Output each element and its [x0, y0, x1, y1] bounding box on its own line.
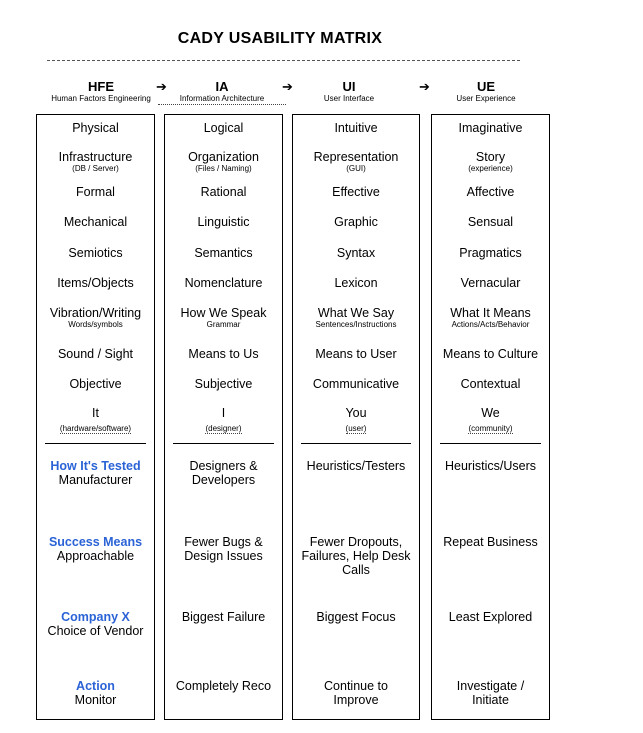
matrix-lower-cell [37, 535, 154, 563]
column-full-name: User Interface [323, 94, 375, 103]
cell-main: Contextual [460, 377, 521, 391]
cell-main: Mechanical [63, 215, 128, 229]
section-divider [301, 443, 411, 444]
cell-main: Pragmatics [459, 246, 522, 260]
cell-sub: Grammar [206, 320, 241, 329]
matrix-cell [432, 185, 549, 199]
cell-value: Biggest Failure [181, 610, 266, 624]
matrix-cell [293, 215, 419, 229]
matrix-column-hfe [36, 114, 155, 720]
matrix-cell [37, 185, 154, 199]
cell-main: Sound / Sight [57, 347, 134, 361]
cell-sub: (GUI) [346, 164, 366, 173]
cell-main: Physical [72, 121, 119, 135]
cell-main: Effective [332, 185, 380, 199]
section-divider [440, 443, 541, 444]
cell-main: Linguistic [197, 215, 250, 229]
matrix-cell [432, 121, 549, 135]
cell-value: Investigate / Initiate [456, 679, 525, 707]
cell-main: Means to Culture [442, 347, 539, 361]
cell-sub: Actions/Acts/Behavior [451, 320, 530, 329]
cell-value: Monitor [74, 693, 117, 707]
matrix-cell [165, 276, 282, 290]
cell-sub: (community) [468, 424, 513, 433]
cell-main: Imaginative [458, 121, 523, 135]
row-label: How It's Tested [50, 459, 141, 473]
cell-main: Nomenclature [184, 276, 263, 290]
matrix-cell [432, 306, 549, 329]
column-header-ia [158, 80, 286, 105]
cell-main: Logical [203, 121, 244, 135]
cell-main: Semantics [194, 246, 253, 260]
cell-main: Semiotics [68, 246, 123, 260]
cell-main: Graphic [334, 215, 378, 229]
matrix-cell [165, 406, 282, 434]
column-header-hfe [37, 80, 165, 104]
cell-value: Biggest Focus [316, 610, 396, 624]
matrix-column-ui [292, 114, 420, 720]
matrix-lower-cell [293, 610, 419, 624]
cell-value: Designers & Developers [189, 459, 258, 487]
matrix-cell [37, 347, 154, 361]
matrix-cell [293, 121, 419, 135]
matrix-cell [293, 406, 419, 434]
matrix-lower-cell [432, 535, 549, 549]
column-header-ue [422, 80, 550, 104]
matrix-cell [37, 406, 154, 434]
cell-value: Fewer Bugs & Design Issues [184, 535, 263, 563]
cell-main: Means to User [315, 347, 397, 361]
column-abbr: UI [342, 79, 356, 94]
matrix-lower-cell [165, 459, 282, 487]
cell-main: What We Say [317, 306, 395, 320]
cell-value: Approachable [56, 549, 135, 563]
cell-value: Completely Reco [175, 679, 272, 693]
matrix-lower-cell [293, 679, 419, 707]
cell-main: We [481, 406, 500, 420]
matrix-lower-cell [37, 459, 154, 487]
matrix-cell [432, 406, 549, 434]
matrix-cell [293, 306, 419, 329]
column-full-name: Information Architecture [158, 94, 286, 105]
cell-value: Heuristics/Users [445, 459, 536, 473]
cell-main: You [345, 406, 367, 420]
cell-main: What It Means [450, 306, 531, 320]
cell-value: Manufacturer [58, 473, 133, 487]
matrix-lower-cell [432, 679, 549, 707]
cell-main: Lexicon [334, 276, 378, 290]
cell-main: I [221, 406, 226, 420]
row-label: Company X [61, 610, 130, 624]
cell-value: Choice of Vendor [47, 624, 144, 638]
cell-sub: (DB / Server) [72, 164, 119, 173]
matrix-cell [432, 347, 549, 361]
matrix-cell [432, 215, 549, 229]
arrow-icon: ➔ [419, 79, 430, 94]
cell-value: Repeat Business [443, 535, 538, 549]
section-divider [173, 443, 274, 444]
matrix-lower-cell [432, 459, 549, 473]
matrix-cell [165, 150, 282, 173]
cell-value: Continue to Improve [324, 679, 388, 707]
matrix-lower-cell [293, 535, 419, 577]
cell-main: It [92, 406, 99, 420]
column-full-name: User Experience [456, 94, 516, 103]
matrix-cell [37, 246, 154, 260]
cell-sub: Sentences/Instructions [315, 320, 397, 329]
matrix-cell [432, 377, 549, 391]
matrix-cell [165, 185, 282, 199]
matrix-lower-cell [37, 610, 154, 638]
matrix-lower-cell [165, 535, 282, 563]
matrix-cell [293, 246, 419, 260]
matrix-lower-cell [432, 610, 549, 624]
cell-main: Formal [76, 185, 115, 199]
cell-main: Syntax [336, 246, 376, 260]
matrix-lower-cell [165, 610, 282, 624]
arrow-icon: ➔ [156, 79, 167, 94]
matrix-cell [165, 377, 282, 391]
matrix-cell [293, 185, 419, 199]
cell-main: Vernacular [460, 276, 521, 290]
cell-sub: Words/symbols [68, 320, 123, 329]
column-abbr: HFE [88, 79, 114, 94]
page-title: CADY USABILITY MATRIX [177, 30, 383, 47]
arrow-icon: ➔ [282, 79, 293, 94]
section-divider [45, 443, 146, 444]
matrix-cell [37, 150, 154, 173]
cell-main: Vibration/Writing [49, 306, 142, 320]
column-full-name: Human Factors Engineering [51, 94, 151, 103]
cell-value: Least Explored [448, 610, 533, 624]
matrix-cell [37, 121, 154, 135]
matrix-cell [293, 276, 419, 290]
cell-main: How We Speak [180, 306, 267, 320]
matrix-cell [37, 306, 154, 329]
matrix-column-ue [431, 114, 550, 720]
matrix-lower-cell [293, 459, 419, 473]
cell-main: Infrastructure [58, 150, 133, 164]
cell-main: Means to Us [188, 347, 259, 361]
matrix-cell [37, 276, 154, 290]
matrix-cell [432, 276, 549, 290]
cell-value: Heuristics/Testers [306, 459, 406, 473]
cell-sub-wrap [293, 420, 419, 434]
cell-sub-wrap [432, 420, 549, 434]
cell-main: Story [475, 150, 506, 164]
row-label: Success Means [48, 535, 143, 549]
matrix-lower-cell [37, 679, 154, 707]
matrix-cell [165, 347, 282, 361]
matrix-cell [165, 306, 282, 329]
cell-sub-wrap [37, 420, 154, 434]
cell-main: Affective [466, 185, 515, 199]
matrix-cell [293, 377, 419, 391]
cell-main: Rational [200, 185, 247, 199]
cell-sub: (designer) [205, 424, 242, 433]
matrix-cell [37, 215, 154, 229]
row-label: Action [76, 679, 115, 693]
cell-sub: (hardware/software) [59, 424, 132, 433]
matrix-cell [293, 150, 419, 173]
cell-main: Communicative [312, 377, 400, 391]
cell-main: Sensual [467, 215, 514, 229]
dashed-divider [47, 60, 520, 61]
matrix-cell [432, 150, 549, 173]
cell-main: Subjective [194, 377, 253, 391]
matrix-cell [165, 215, 282, 229]
cell-value: Fewer Dropouts, Failures, Help Desk Calls [301, 535, 411, 577]
cell-main: Representation [313, 150, 399, 164]
cell-main: Items/Objects [57, 276, 134, 290]
matrix-cell [165, 121, 282, 135]
matrix-lower-cell [165, 679, 282, 693]
matrix-cell [37, 377, 154, 391]
matrix-cell [432, 246, 549, 260]
column-abbr: IA [215, 79, 229, 94]
matrix-cell [293, 347, 419, 361]
cell-main: Organization [188, 150, 259, 164]
column-header-ui [285, 80, 413, 104]
column-abbr: UE [476, 79, 496, 94]
cell-main: Intuitive [334, 121, 378, 135]
cell-sub: (Files / Naming) [195, 164, 252, 173]
cell-sub: (user) [345, 424, 367, 433]
cell-sub-wrap [165, 420, 282, 434]
matrix-cell [165, 246, 282, 260]
cell-sub: (experience) [468, 164, 513, 173]
cell-main: Objective [69, 377, 122, 391]
matrix-column-ia [164, 114, 283, 720]
